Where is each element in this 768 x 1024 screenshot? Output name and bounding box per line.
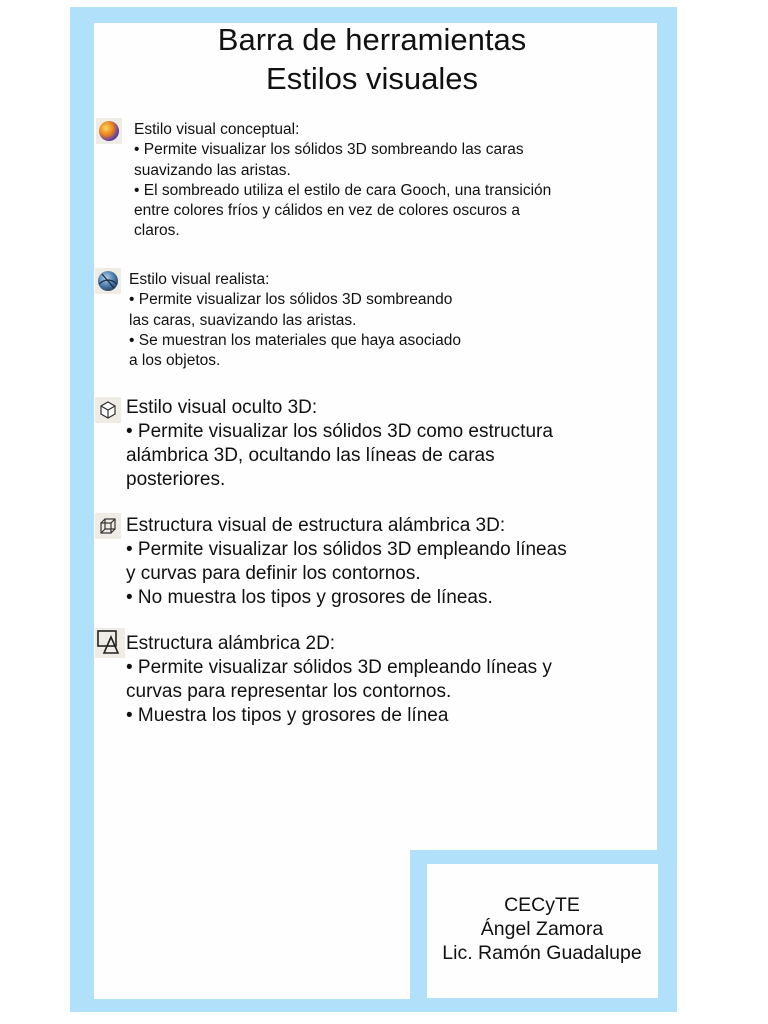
- credits: [420, 893, 664, 965]
- item-line: las caras, suavizando las aristas.: [129, 311, 357, 329]
- credits-institution: CECyTE: [504, 894, 580, 916]
- item-line: y curvas para definir los contornos.: [126, 563, 421, 584]
- item-text: [126, 632, 552, 728]
- item-line: • Permite visualizar sólidos 3D empleando líneas y: [126, 657, 552, 678]
- item-heading: Estructura visual de estructura alámbrica 3D:: [126, 515, 506, 536]
- item-line: claros.: [134, 222, 180, 240]
- item-line: a los objetos.: [129, 352, 221, 370]
- item-line: • Permite visualizar los sólidos 3D como estructura: [126, 421, 553, 442]
- item-heading: Estilo visual conceptual:: [134, 121, 300, 138]
- conceptual-style-icon: [96, 118, 122, 144]
- wireframe-2d-style-icon: [95, 628, 125, 658]
- wireframe-3d-style-icon: [95, 513, 121, 539]
- item-text: [126, 514, 567, 610]
- item-line: • Muestra los tipos y grosores de línea: [126, 705, 449, 726]
- item-text: [134, 120, 551, 242]
- item-line: • Permite visualizar los sólidos 3D empleando líneas: [126, 539, 567, 560]
- item-line: posteriores.: [126, 469, 226, 490]
- item-heading: Estructura alámbrica 2D:: [126, 633, 336, 654]
- item-text: [129, 270, 461, 371]
- hidden-3d-style-icon: [95, 397, 121, 423]
- item-line: • Se muestran los materiales que haya asociado: [129, 331, 461, 349]
- item-line: • El sombreado utiliza el estilo de cara Gooch, una transición: [134, 181, 552, 199]
- title-line-1: Barra de herramientas: [217, 22, 527, 57]
- item-line: • Permite visualizar los sólidos 3D sombreando las caras: [134, 141, 524, 159]
- item-line: suavizando las aristas.: [134, 161, 291, 179]
- page-title: [94, 20, 650, 98]
- credits-teacher: Lic. Ramón Guadalupe: [442, 942, 642, 964]
- item-line: • No muestra los tipos y grosores de líneas.: [126, 587, 493, 608]
- realistic-style-icon: [95, 268, 121, 294]
- item-heading: Estilo visual oculto 3D:: [126, 397, 318, 418]
- item-text: [126, 396, 553, 492]
- credits-author: Ángel Zamora: [480, 918, 604, 940]
- item-line: entre colores fríos y cálidos en vez de colores oscuros a: [134, 202, 520, 220]
- title-line-2: Estilos visuales: [266, 61, 478, 96]
- item-heading: Estilo visual realista:: [129, 271, 270, 288]
- item-line: alámbrica 3D, ocultando las líneas de caras: [126, 445, 495, 466]
- item-line: curvas para representar los contornos.: [126, 681, 452, 702]
- item-line: • Permite visualizar los sólidos 3D sombreando: [129, 291, 453, 309]
